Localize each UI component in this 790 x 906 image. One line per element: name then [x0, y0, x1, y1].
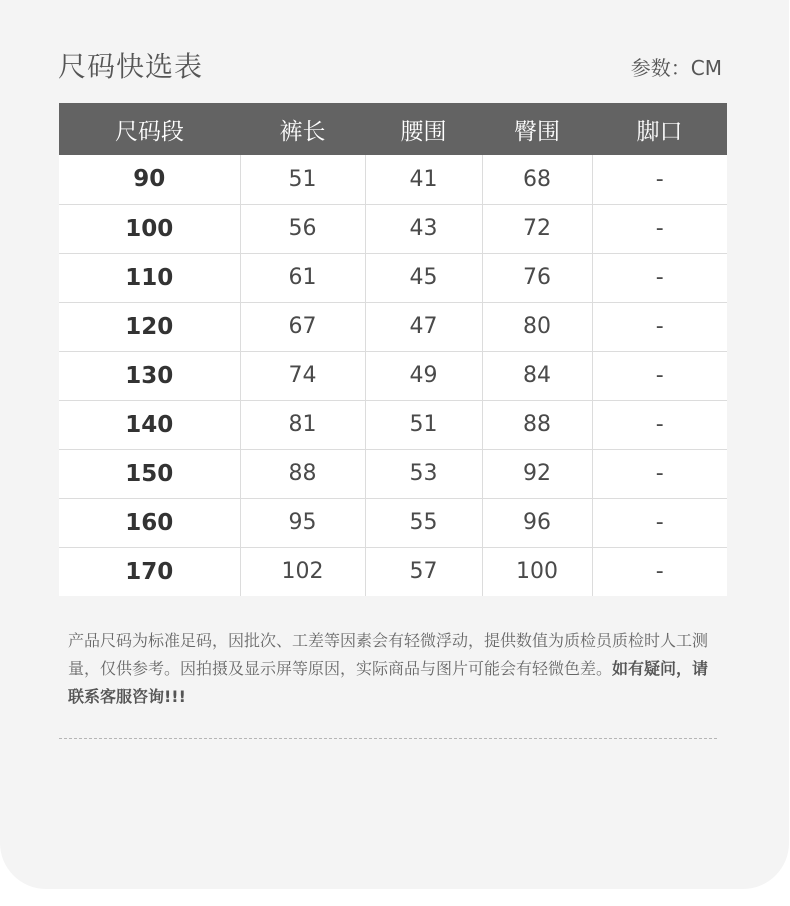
cell-waist: 41	[365, 155, 482, 204]
table-row	[59, 498, 727, 547]
page-title: 尺码快选表	[58, 50, 204, 83]
unit-label: 参数：CM	[630, 56, 722, 80]
cell-length: 51	[240, 155, 365, 204]
table-row	[59, 155, 727, 204]
cell-waist: 57	[365, 547, 482, 596]
cell-size: 100	[59, 204, 240, 253]
cell-length: 81	[240, 400, 365, 449]
cell-length: 74	[240, 351, 365, 400]
cell-leg-opening: -	[592, 400, 727, 449]
column-header-waist: 腰围	[400, 118, 447, 145]
cell-hip: 88	[482, 400, 592, 449]
cell-hip: 84	[482, 351, 592, 400]
cell-hip: 76	[482, 253, 592, 302]
contact-service-text: 如有疑问，请联系客服咨询!!!	[68, 659, 709, 706]
cell-size: 90	[133, 166, 166, 193]
cell-leg-opening: -	[592, 204, 727, 253]
cell-hip: 96	[482, 498, 592, 547]
disclaimer-note	[68, 627, 723, 711]
cell-waist: 53	[365, 449, 482, 498]
cell-size: 170	[59, 547, 240, 596]
table-header-row	[59, 103, 727, 155]
column-header-length: 裤长	[279, 118, 326, 145]
cell-hip: 80	[482, 302, 592, 351]
cell-size: 160	[59, 498, 240, 547]
cell-leg-opening: -	[592, 547, 727, 596]
cell-leg-opening: -	[592, 449, 727, 498]
column-header-leg-opening: 脚口	[636, 118, 683, 145]
cell-length: 95	[240, 498, 365, 547]
table-row	[59, 253, 727, 302]
table-row	[59, 204, 727, 253]
cell-leg-opening: -	[592, 155, 727, 204]
cell-hip: 72	[482, 204, 592, 253]
cell-waist: 47	[365, 302, 482, 351]
cell-waist: 51	[365, 400, 482, 449]
dashed-divider	[59, 738, 717, 739]
cell-length: 67	[240, 302, 365, 351]
cell-leg-opening: -	[592, 351, 727, 400]
table-row	[59, 302, 727, 351]
table-row	[59, 351, 727, 400]
table-row	[59, 449, 727, 498]
cell-size: 150	[59, 449, 240, 498]
cell-length: 88	[240, 449, 365, 498]
column-header-size: 尺码段	[115, 118, 184, 145]
cell-waist: 43	[365, 204, 482, 253]
cell-size: 140	[59, 400, 240, 449]
cell-size: 120	[59, 302, 240, 351]
cell-size: 110	[59, 253, 240, 302]
cell-length: 56	[240, 204, 365, 253]
cell-hip: 68	[482, 155, 592, 204]
cell-waist: 45	[365, 253, 482, 302]
table-row	[59, 400, 727, 449]
table-row	[59, 547, 727, 596]
cell-waist: 49	[365, 351, 482, 400]
size-table	[59, 103, 727, 596]
cell-length: 102	[240, 547, 365, 596]
cell-size: 130	[59, 351, 240, 400]
cell-length: 61	[240, 253, 365, 302]
cell-hip: 92	[482, 449, 592, 498]
cell-leg-opening: -	[592, 302, 727, 351]
cell-leg-opening: -	[592, 253, 727, 302]
cell-hip: 100	[482, 547, 592, 596]
cell-leg-opening: -	[592, 498, 727, 547]
cell-waist: 55	[365, 498, 482, 547]
column-header-hip: 臀围	[514, 118, 560, 145]
disclaimer-text: 产品尺码为标准足码，因批次、工差等因素会有轻微浮动，提供数值为质检员质检时人工测量，仅供参考。因拍摄及显示屏等原因，实际商品与图片可能会有轻微色差。	[68, 631, 709, 678]
